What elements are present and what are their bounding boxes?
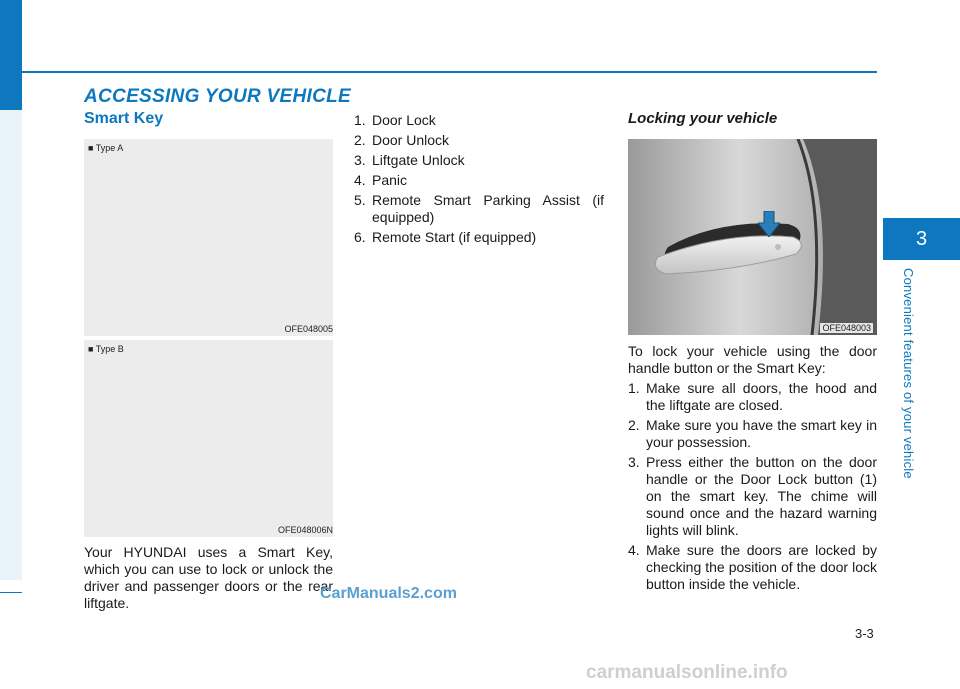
figure-type-a-label: ■ Type A xyxy=(88,143,124,153)
locking-steps-list xyxy=(628,380,877,596)
list-item: 2. Make sure you have the smart key in your possession. xyxy=(628,417,877,450)
door-handle-photo xyxy=(628,139,877,335)
list-item: 2. Door Unlock xyxy=(354,132,450,148)
list-item: 3. Liftgate Unlock xyxy=(354,152,465,168)
footer-site-text[interactable]: carmanualsonline.info xyxy=(586,662,788,683)
list-item: 1. Door Lock xyxy=(354,112,436,128)
door-photo-caption: OFE048003 xyxy=(822,323,871,333)
left-margin-accent xyxy=(0,0,22,110)
left-margin-bar xyxy=(0,0,22,580)
chapter-title-vertical: Convenient features of your vehicle xyxy=(901,268,916,479)
locking-intro: To lock your vehicle using the door handle button or the Smart Key: xyxy=(628,343,877,376)
figure-type-a xyxy=(84,139,333,336)
list-item: 4. Panic xyxy=(354,172,408,188)
figure-type-b-label: ■ Type B xyxy=(88,344,124,354)
section-heading: ACCESSING YOUR VEHICLE xyxy=(84,86,352,107)
down-arrow-icon xyxy=(758,211,780,237)
header-rule xyxy=(22,71,877,73)
left-bottom-rule xyxy=(0,592,22,593)
figure-type-b xyxy=(84,340,333,537)
page-number: 3-3 xyxy=(855,626,874,641)
chapter-number-tab: 3 xyxy=(883,218,960,260)
figure-type-a-caption: OFE048005 xyxy=(284,324,333,334)
list-item: 5. Remote Smart Parking Assist (if equipped) xyxy=(354,192,604,225)
subsection-heading: Smart Key xyxy=(84,110,164,127)
smart-key-intro: Your HYUNDAI uses a Smart Key, which you can use to lock or unlock the driver and passenger doors or the rear liftgate. xyxy=(84,544,333,611)
list-item: 3. Press either the button on the door handle or the Door Lock button (1) on the smart key. The chime will sound once and the hazard warning lights will blink. xyxy=(628,454,877,538)
figure-type-b-caption: OFE048006N xyxy=(277,525,333,535)
locking-heading: Locking your vehicle xyxy=(628,110,778,127)
list-item: 6. Remote Start (if equipped) xyxy=(354,229,537,245)
watermark-text[interactable]: CarManuals2.com xyxy=(320,585,457,602)
key-button-list xyxy=(354,112,604,249)
door-handle-illustration xyxy=(628,139,877,335)
list-item: 4. Make sure the doors are locked by checking the position of the door lock button inside the vehicle. xyxy=(628,542,877,592)
list-item: 1. Make sure all doors, the hood and the liftgate are closed. xyxy=(628,380,877,413)
